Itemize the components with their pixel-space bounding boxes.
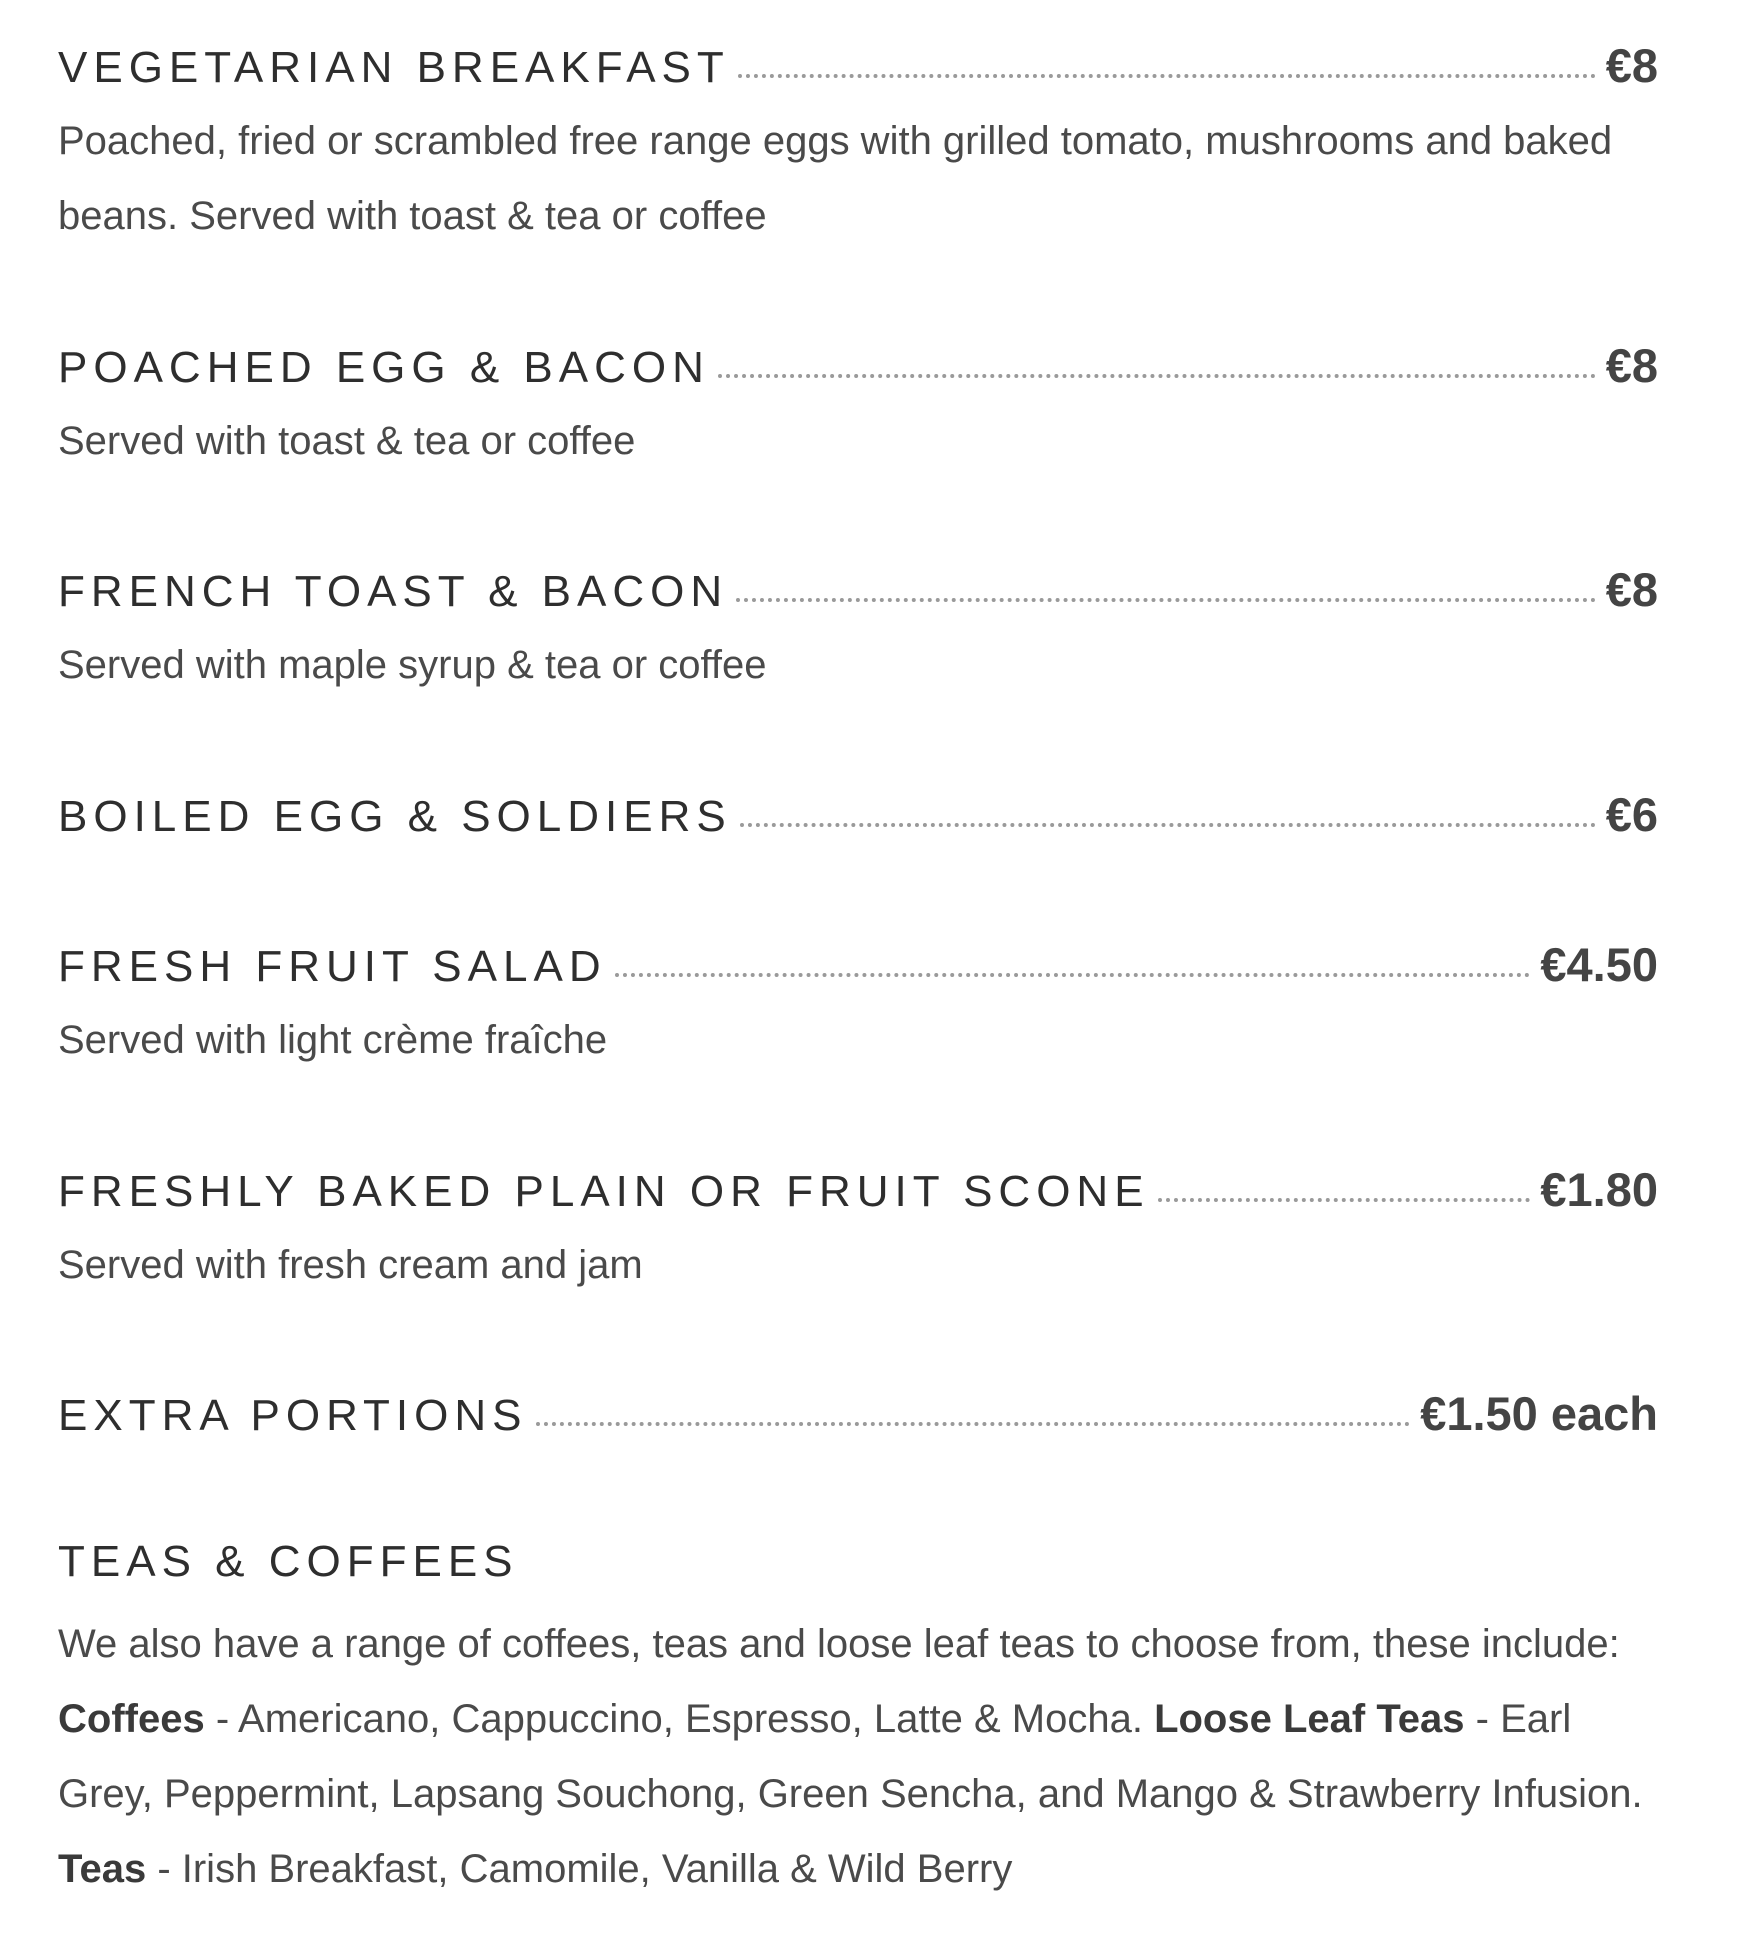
menu-item-price: €6 [1605,788,1658,841]
teas-intro: We also have a range of coffees, teas and loose leaf teas to choose from, these include: [58,1622,1620,1666]
menu-item-name: FRESH FRUIT SALAD [58,942,607,991]
menu-item-poached-egg-bacon [58,338,1658,479]
menu-item-description: Poached, fried or scrambled free range eggs with grilled tomato, mushrooms and baked beans. Served with toast & tea or coffee [58,119,1613,238]
menu-item-name: POACHED EGG & BACON [58,343,710,392]
menu-item-header [58,338,1658,398]
menu-item-scone [58,1162,1658,1303]
menu-item-price: €4.50 [1540,938,1658,991]
coffees-list: - Americano, Cappuccino, Espresso, Latte & Mocha. [204,1697,1155,1741]
dot-leader [1158,1198,1531,1202]
dot-leader [615,973,1531,977]
dot-leader [718,374,1596,378]
teas-coffees-section [58,1537,1658,1907]
menu-item-price: €1.80 [1540,1163,1658,1216]
menu-item-price: €8 [1605,339,1658,392]
teas-coffees-title: TEAS & COFFEES [58,1537,519,1586]
menu-item-name: EXTRA PORTIONS [58,1391,528,1440]
menu-item-name: FRESHLY BAKED PLAIN OR FRUIT SCONE [58,1167,1150,1216]
menu-item-header [58,937,1658,997]
menu-item-name: VEGETARIAN BREAKFAST [58,43,730,92]
menu-item-description: Served with toast & tea or coffee [58,419,636,463]
menu-item-header [58,1386,1658,1446]
dot-leader [740,823,1596,827]
menu-item-header [58,38,1658,98]
menu-item-name: FRENCH TOAST & BACON [58,567,729,616]
menu-item-price: €8 [1605,39,1658,92]
teas-label: Teas [58,1847,147,1891]
loose-leaf-teas-label: Loose Leaf Teas [1154,1697,1465,1741]
teas-list: - Irish Breakfast, Camomile, Vanilla & Wild Berry [146,1847,1013,1891]
menu-item-header [58,562,1658,622]
menu-item-description: Served with maple syrup & tea or coffee [58,643,767,687]
menu-item-price: €1.50 each [1420,1387,1658,1440]
menu-item-header [58,1162,1658,1222]
dot-leader [738,74,1596,78]
menu-item-vegetarian-breakfast [58,38,1658,254]
menu-item-price: €8 [1605,563,1658,616]
dot-leader [736,598,1596,602]
menu-item-fresh-fruit-salad [58,937,1658,1078]
menu-item-header [58,787,1658,847]
menu-item-description: Served with light crème fraîche [58,1018,608,1062]
teas-coffees-description [58,1607,1668,1907]
menu-item-name: BOILED EGG & SOLDIERS [58,792,732,841]
menu-item-extra-portions [58,1386,1658,1446]
menu-item-french-toast-bacon [58,562,1658,703]
menu-item-boiled-egg-soldiers [58,787,1658,847]
coffees-label: Coffees [58,1697,205,1741]
menu-item-description: Served with fresh cream and jam [58,1243,643,1287]
dot-leader [536,1422,1411,1426]
loose-leaf-teas-list: - Earl Grey, Peppermint, Lapsang Souchong, Green Sencha, and Mango & Strawberry Infusion. [58,1697,1643,1816]
